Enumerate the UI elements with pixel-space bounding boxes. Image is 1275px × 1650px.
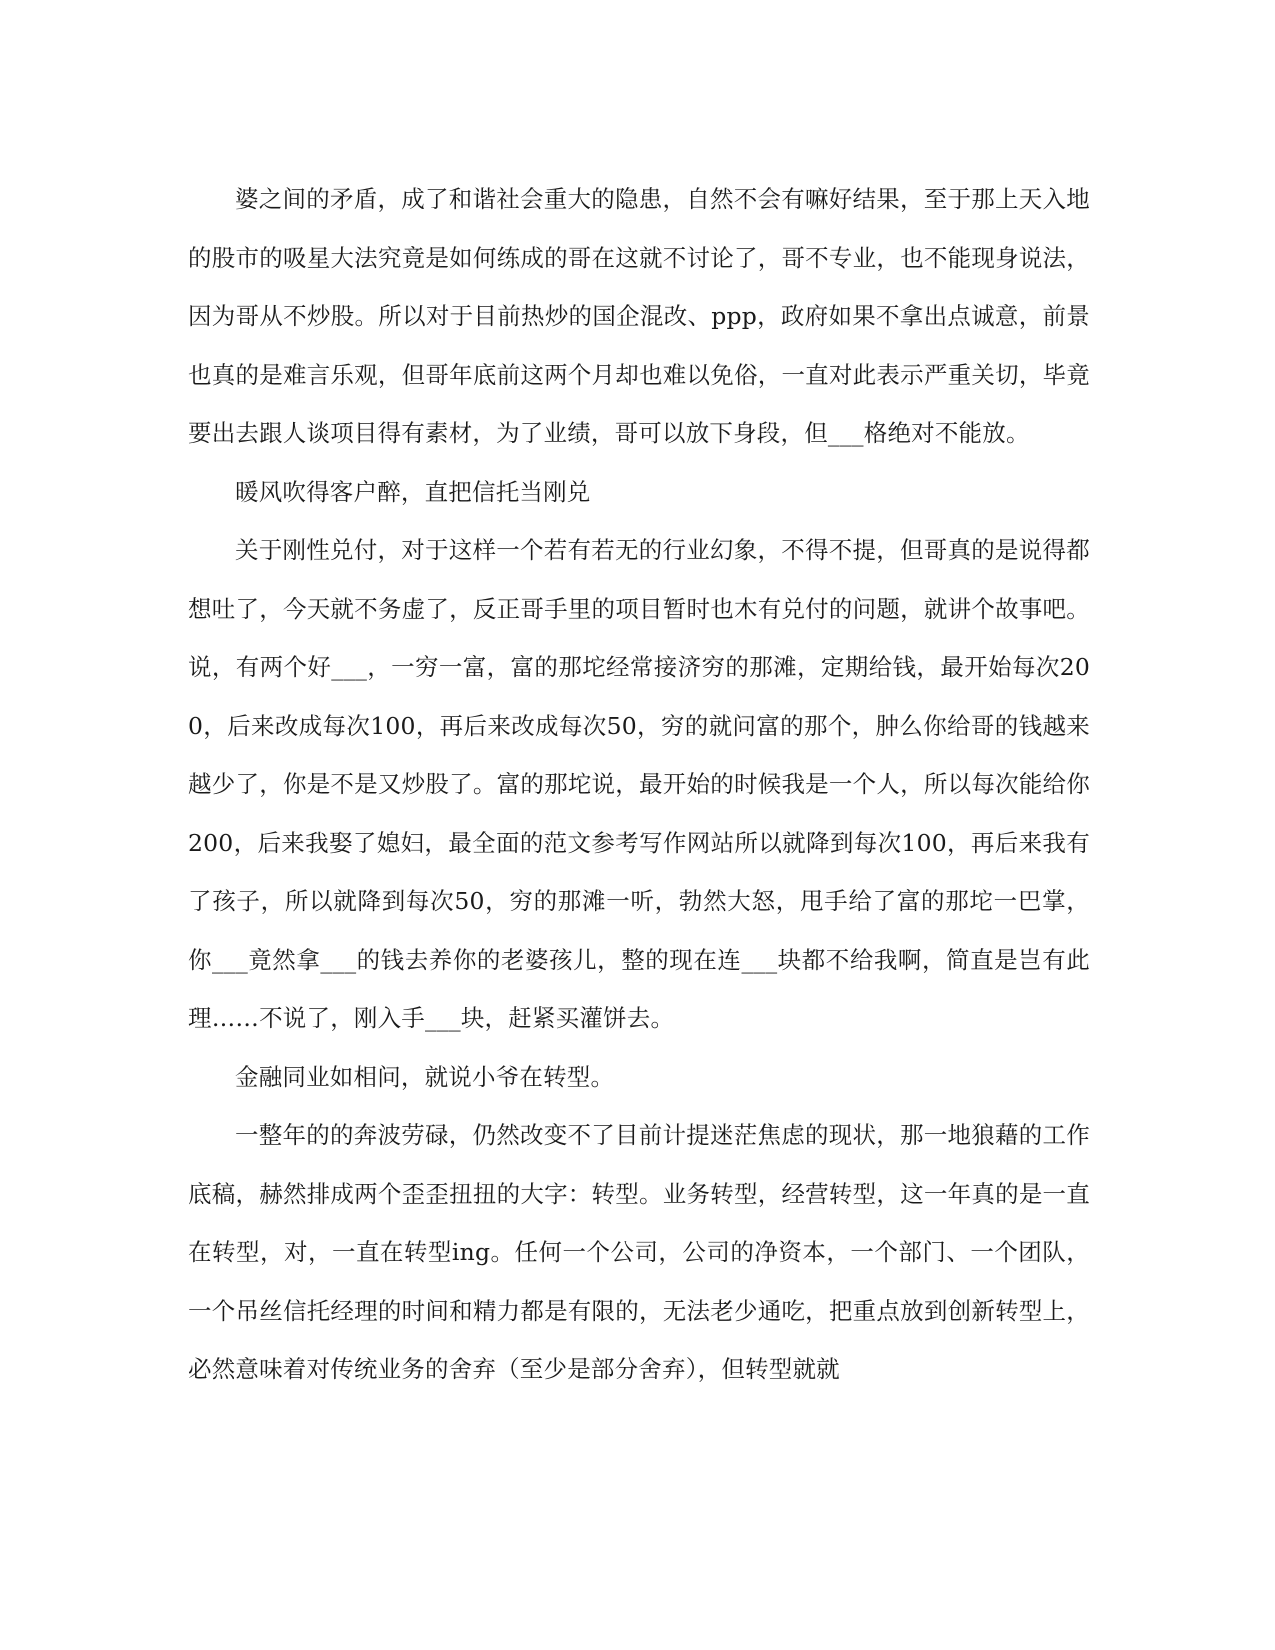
paragraph-4-heading: 金融同业如相问，就说小爷在转型。 <box>235 1062 615 1091</box>
paragraph-1: 婆之间的矛盾，成了和谐社会重大的隐患，自然不会有嘛好结果，至于那上天入地的股市的吸星大法究竟是如何练成的哥在这就不讨论了，哥不专业，也不能现身说法，因为哥从不炒股。所以对于目前热炒的国企混改、ppp，政府如果不拿出点诚意，前景也真的是难言乐观，但哥年底前这两个月却也难以免俗，一直对此表示严重关切，毕竟要出去跟人谈项目得有素材，为了业绩，哥可以放下身段，但___格绝对不能放。 <box>188 185 1090 447</box>
paragraph-3: 关于刚性兑付，对于这样一个若有若无的行业幻象，不得不提，但哥真的是说得都想吐了，今天就不务虚了，反正哥手里的项目暂时也木有兑付的问题，就讲个故事吧。说，有两个好___，一穷一富，富的那坨经常接济穷的那滩，定期给钱，最开始每次200，后来改成每次100，再后来改成每次50，穷的就问富的那个，肿么你给哥的钱越来越少了，你是不是又炒股了。富的那坨说，最开始的时候我是一个人，所以每次能给你200，后来我娶了媳妇，最全面的范文参考写作网站所以就降到每次100，再后来我有了孩子，所以就降到每次50，穷的那滩一听，勃然大怒，甩手给了富的那坨一巴掌，你___竟然拿___的钱去养你的老婆孩儿，整的现在连___块都不给我啊，简直是岂有此理……不说了，刚入手___块，赶紧买灌饼去。 <box>188 536 1090 1032</box>
document-body <box>188 170 1090 1399</box>
paragraph-2-heading: 暖风吹得客户醉，直把信托当刚兑 <box>235 477 591 506</box>
paragraph-5: 一整年的的奔波劳碌，仍然改变不了目前计提迷茫焦虑的现状，那一地狼藉的工作底稿，赫然排成两个歪歪扭扭的大字：转型。业务转型，经营转型，这一年真的是一直在转型，对，一直在转型ing。任何一个公司，公司的净资本，一个部门、一个团队，一个吊丝信托经理的时间和精力都是有限的，无法老少通吃，把重点放到创新转型上，必然意味着对传统业务的舍弃（至少是部分舍弃），但转型就就 <box>188 1121 1090 1383</box>
